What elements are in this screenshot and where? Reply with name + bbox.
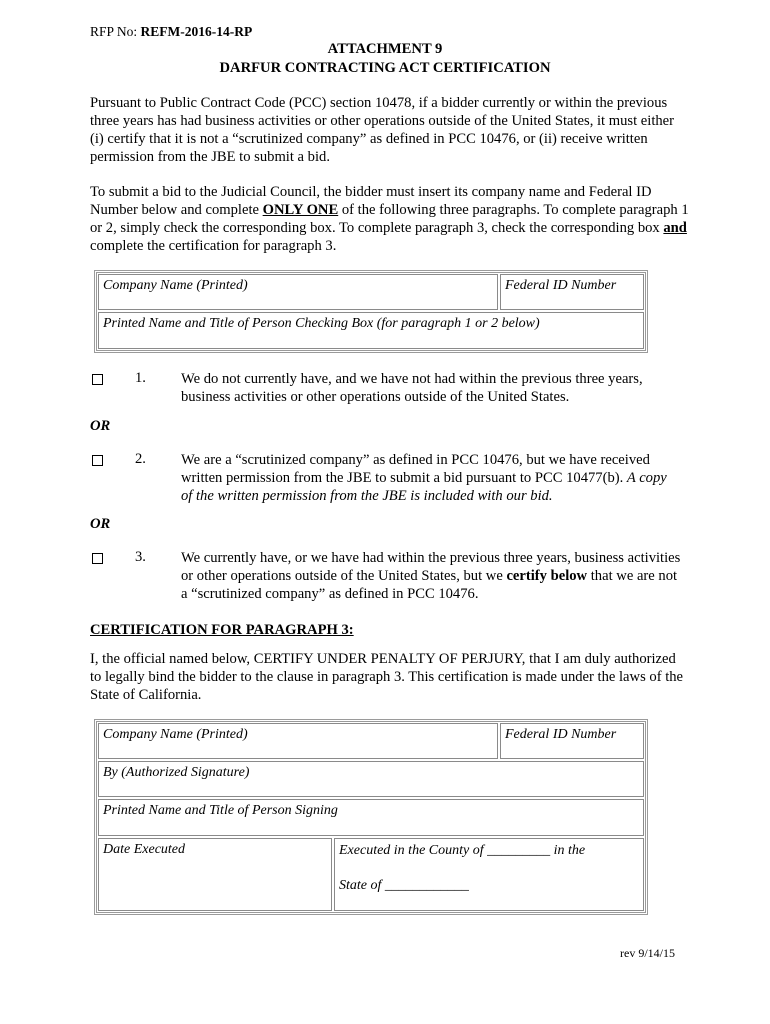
form1-federal-id-field[interactable] (500, 274, 644, 310)
form2-date-executed-label: Date Executed (103, 842, 186, 857)
form1-company-name-label: Company Name (Printed) (103, 278, 248, 293)
option-3-bold-text: certify below (506, 568, 588, 584)
form1-company-name-field[interactable] (98, 274, 498, 310)
intro-p2-text-b: of the following three paragraphs. To complete paragraph 1 or 2, simply check the corresponding box. To complete paragraph 3, check the corresponding box (90, 202, 689, 236)
option-1-checkbox[interactable] (92, 374, 103, 385)
option-1-number: 1. (135, 370, 146, 386)
form2-date-executed-field[interactable] (98, 838, 332, 911)
option-2-italic-note: A copy of the written permission from the JBE is included with our bid. (181, 470, 667, 504)
option-3-number: 3. (135, 549, 146, 565)
option-3-checkbox[interactable] (92, 553, 103, 564)
form2-federal-id-field[interactable] (500, 723, 644, 759)
option-3-text (181, 549, 681, 603)
option-2-main-text: We are a “scrutinized company” as defined in PCC 10476, but we have received written permission from the JBE to submit a bid pursuant to PCC 10477(b). (181, 452, 650, 486)
only-one-emphasis: ONLY ONE (262, 202, 339, 218)
form1-printed-name-field[interactable] (98, 312, 644, 349)
or-separator-1: OR (90, 418, 111, 434)
certification-heading: CERTIFICATION FOR PARAGRAPH 3: (90, 622, 354, 638)
page-title: DARFUR CONTRACTING ACT CERTIFICATION (219, 60, 551, 76)
option-3-text-b: that we are not a “scrutinized company” as defined in PCC 10476. (181, 568, 678, 602)
intro-paragraph-1: Pursuant to Public Contract Code (PCC) section 10478, if a bidder currently or within the previous three years has had business activities or other operations outside of the United States, it must either (i) certify that it is not a “scrutinized company” as defined in PCC 10476, or (ii) receive written permission from the JBE to submit a bid. (90, 95, 675, 165)
form2-printed-name-field[interactable] (98, 799, 644, 836)
form2-state-label: State of ____________ (339, 878, 469, 893)
form2-signature-field[interactable] (98, 761, 644, 797)
option-2-number: 2. (135, 451, 146, 467)
form1-federal-id-label: Federal ID Number (505, 278, 617, 293)
intro-p2-text-a: To submit a bid to the Judicial Council, the bidder must insert its company name and Federal ID Number below and complete (90, 184, 652, 218)
option-2-checkbox[interactable] (92, 455, 103, 466)
rfp-label: RFP No: (90, 24, 138, 39)
rfp-line (90, 24, 252, 40)
rfp-number: REFM-2016-14-RP (140, 24, 253, 39)
option-2-text (181, 451, 681, 505)
form2-company-name-label: Company Name (Printed) (103, 727, 248, 742)
intro-paragraph-2 (90, 183, 690, 255)
and-emphasis: and (663, 220, 687, 236)
form2-printed-name-label: Printed Name and Title of Person Signing (103, 803, 338, 818)
option-3-text-a: We currently have, or we have had within the previous three years, business activities or other operations outside of the United States, but we (181, 550, 681, 584)
certification-text: I, the official named below, CERTIFY UNDER PENALTY OF PERJURY, that I am duly authorized to legally bind the bidder to the clause in paragraph 3. This certification is made under the laws of the State of California. (90, 651, 684, 703)
revision-date: rev 9/14/15 (620, 946, 675, 960)
form2-company-name-field[interactable] (98, 723, 498, 759)
or-separator-2: OR (90, 516, 111, 532)
form2-signature-label: By (Authorized Signature) (103, 765, 250, 780)
form2-federal-id-label: Federal ID Number (505, 727, 617, 742)
option-1-text: We do not currently have, and we have not had within the previous three years, business activities or other operations outside of the United States. (181, 371, 643, 405)
form2-county-label: Executed in the County of _________ in the (339, 843, 586, 858)
form2-county-state-field[interactable] (334, 838, 644, 911)
form1-printed-name-label: Printed Name and Title of Person Checking Box (for paragraph 1 or 2 below) (103, 316, 540, 331)
intro-p2-text-c: complete the certification for paragraph 3. (90, 238, 337, 254)
attachment-title: ATTACHMENT 9 (327, 41, 443, 57)
